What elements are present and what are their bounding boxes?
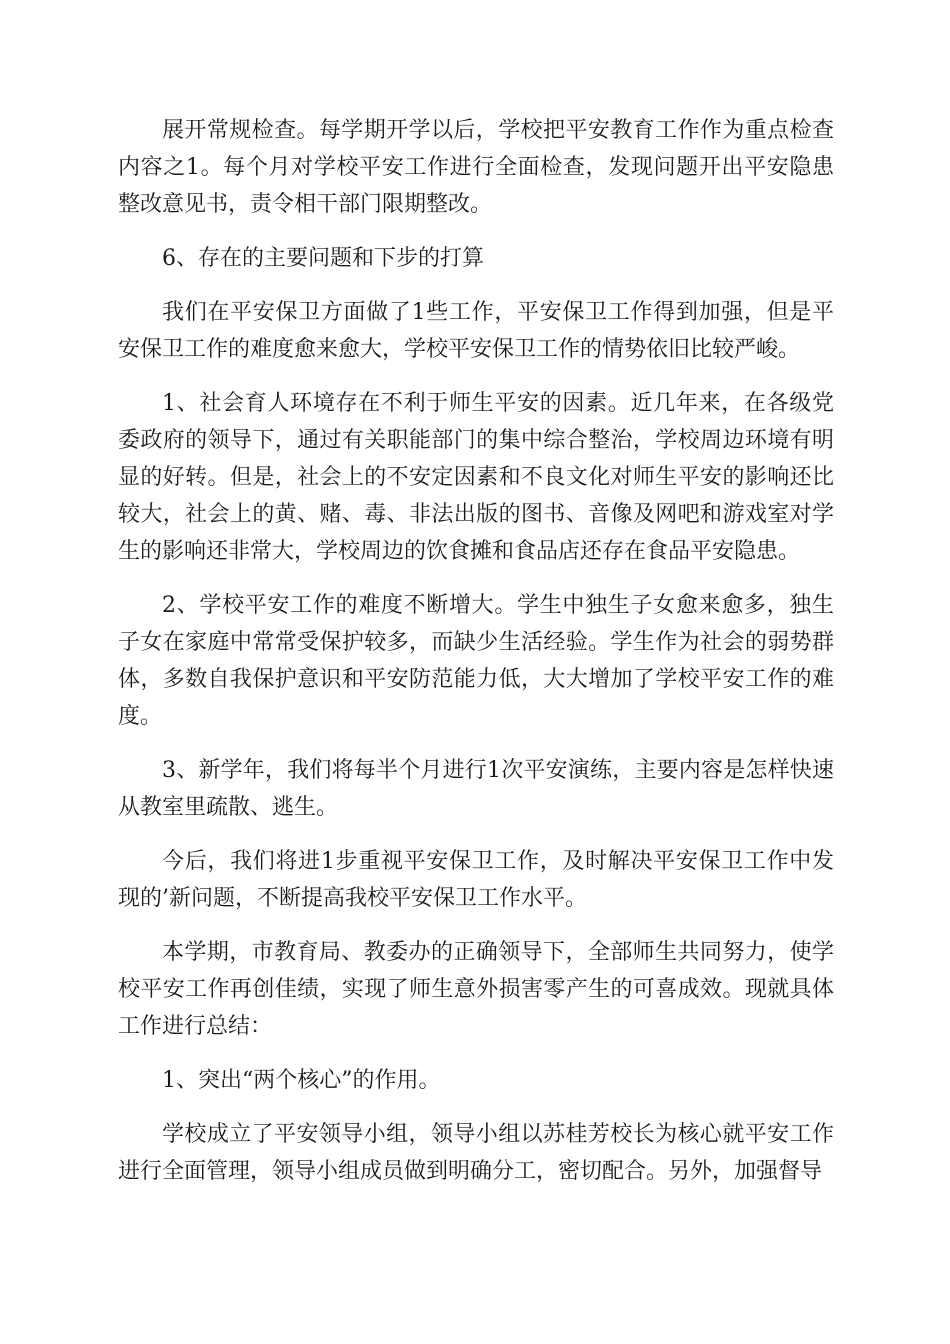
paragraph-semester-intro: 本学期，市教育局、教委办的正确领导下，全部师生共同努力，使学校平安工作再创佳绩，实现了师生意外损害零产生的可喜成效。现就具体工作进行总结：	[118, 940, 834, 1039]
paragraph-future: 今后，我们将进1步重视平安保卫工作，及时解决平安保卫工作中发现的’新问题，不断提高我校平安保卫工作水平。	[118, 849, 834, 911]
heading-problems-and-plans: 6、存在的主要问题和下步的打算	[162, 246, 484, 271]
paragraph-social-environment: 1、社会育人环境存在不利于师生平安的因素。近几年来，在各级党委政府的领导下，通过有关职能部门的集中综合整治，学校周边环境有明显的好转。但是，社会上的不安定因素和不良文化对师生平安的影响还比较大，社会上的黄、赌、毒、非法出版的图书、音像及网吧和游戏室对学生的影响还非常大，学校周边的饮食摊和食品店还存在食品平安隐患。	[118, 391, 834, 564]
document-body	[118, 112, 834, 1207]
heading-two-cores: 1、突出“两个核心”的作用。	[162, 1068, 441, 1093]
paragraph-leadership-group: 学校成立了平安领导小组，领导小组以苏桂芳校长为核心就平安工作进行全面管理，领导小组成员做到明确分工，密切配合。另外，加强督导	[118, 1122, 834, 1184]
paragraph-inspection: 展开常规检查。每学期开学以后，学校把平安教育工作作为重点检查内容之1。每个月对学校平安工作进行全面检查，发现问题开出平安隐患整改意见书，责令相干部门限期整改。	[118, 118, 834, 217]
paragraph-drills: 3、新学年，我们将每半个月进行1次平安演练，主要内容是怎样快速从教室里疏散、逃生。	[118, 758, 834, 820]
paragraph-summary-difficulty: 我们在平安保卫方面做了1些工作，平安保卫工作得到加强，但是平安保卫工作的难度愈来愈大，学校平安保卫工作的情势依旧比较严峻。	[118, 300, 834, 362]
paragraph-increasing-difficulty: 2、学校平安工作的难度不断增大。学生中独生子女愈来愈多，独生子女在家庭中常常受保护较多，而缺少生活经验。学生作为社会的弱势群体，多数自我保护意识和平安防范能力低，大大增加了学校平安工作的难度。	[118, 593, 834, 729]
